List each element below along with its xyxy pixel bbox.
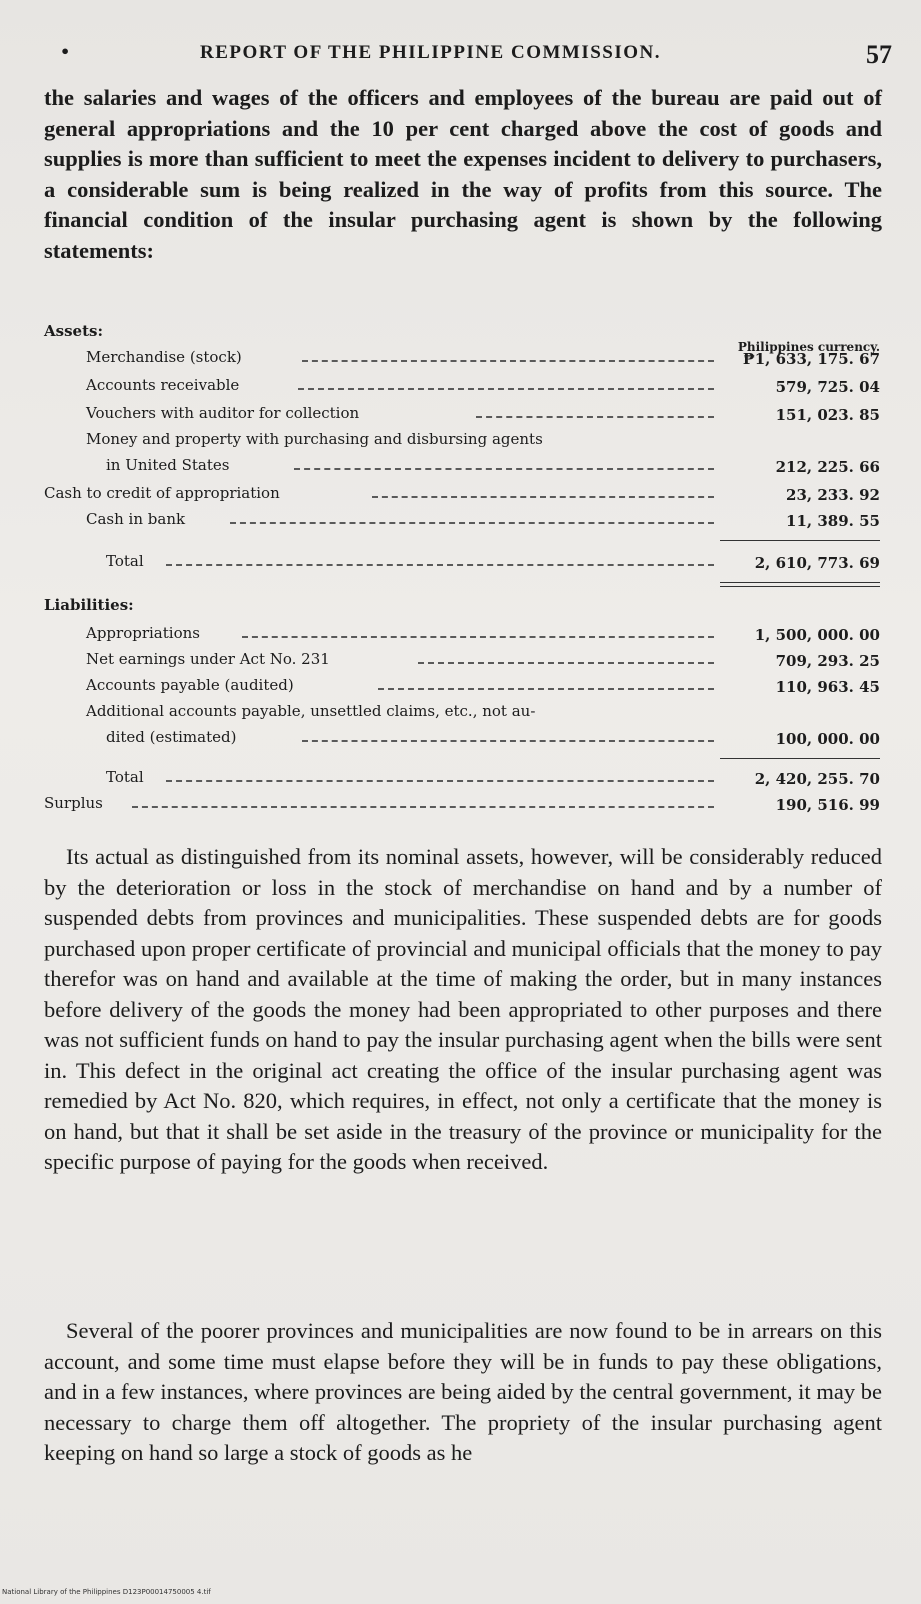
assets-heading: Assets: [44,322,103,340]
page-number: 57 [866,40,892,69]
asset-amount: ₱1, 633, 175. 67 [742,350,880,368]
surplus-row [40,794,880,816]
leader-dots [476,416,714,418]
liability-row-appropriations [40,624,880,646]
leader-dots [242,636,714,638]
double-rule-top [720,582,880,583]
liability-amount: 1, 500, 000. 00 [754,626,880,644]
asset-label-continued: in United States [106,456,230,474]
paragraph-arrears: Several of the poorer provinces and municipalities are now found to be in arrears on this account, and some time must elapse before they will be in funds to pay these obligations, and in a few instances, where provinces are being aided by the central government, it may be necessary to charge them off altogether. The propriety of the insular purchasing agent keeping on hand so large a stock of goods as he [44,1318,882,1465]
total-rule [720,758,880,759]
surplus-amount: 190, 516. 99 [775,796,880,814]
liability-row-additional [40,728,880,750]
liability-label-continued: dited (estimated) [106,728,237,746]
liability-label: Accounts payable (audited) [86,676,294,694]
total-rule [720,540,880,541]
double-rule-bottom [720,586,880,587]
assets-total-label: Total [106,552,144,570]
leader-dots [302,740,714,742]
asset-row-cash-bank [40,510,880,532]
asset-amount: 11, 389. 55 [786,512,880,530]
leader-dots [166,564,714,566]
asset-amount: 212, 225. 66 [775,458,880,476]
archive-stamp: National Library of the Philippines D123P00014750005 4.tif [2,1588,211,1596]
running-head [40,38,900,78]
asset-row-agents [40,456,880,478]
header-mark: • [60,42,71,61]
currency-header: Philippines currency. [737,340,880,354]
assets-total-amount: 2, 610, 773. 69 [754,554,880,572]
liability-label: Net earnings under Act No. 231 [86,650,330,668]
asset-amount: 579, 725. 04 [775,378,880,396]
asset-row-merchandise [40,348,880,370]
asset-row-agents-label [40,430,880,452]
liabilities-heading: Liabilities: [44,596,134,614]
asset-label: Accounts receivable [86,376,240,394]
leader-dots [378,688,714,690]
liabilities-total-label: Total [106,768,144,786]
liability-row-net-earnings [40,650,880,672]
asset-row-vouchers [40,404,880,426]
liabilities-total-amount: 2, 420, 255. 70 [754,770,880,788]
leader-dots [302,360,714,362]
asset-row-cash-appropriation [40,484,880,506]
asset-amount: 23, 233. 92 [786,486,880,504]
leader-dots [418,662,714,664]
liability-row-additional-label [40,702,880,724]
asset-amount: 151, 023. 85 [775,406,880,424]
leader-dots [298,388,714,390]
liability-amount: 100, 000. 00 [775,730,880,748]
header-title: REPORT OF THE PHILIPPINE COMMISSION. [200,42,662,63]
asset-label: Money and property with purchasing and disbursing agents [86,430,543,448]
surplus-label: Surplus [44,794,103,812]
liability-label: Additional accounts payable, unsettled claims, etc., not au- [86,702,536,720]
liabilities-total-row [40,768,880,790]
leader-dots [294,468,714,470]
asset-label: Merchandise (stock) [86,348,242,366]
asset-row-accounts-receivable [40,376,880,398]
asset-label: Vouchers with auditor for collection [86,404,360,422]
liability-amount: 110, 963. 45 [775,678,880,696]
leader-dots [230,522,714,524]
liability-row-accounts-payable [40,676,880,698]
leader-dots [372,496,714,498]
liability-amount: 709, 293. 25 [775,652,880,670]
asset-label: Cash to credit of appropriation [44,484,280,502]
leader-dots [166,780,714,782]
paragraph-intro: the salaries and wages of the officers and employees of the bureau are paid out of general appropriations and the 10 per cent charged above the cost of goods and supplies is more than sufficient to meet the expenses incident to delivery to purchasers, a considerable sum is being realized in the way of profits from this source. The financial condition of the insular purchasing agent is shown by the following statements: [44,85,882,263]
liability-label: Appropriations [86,624,200,642]
assets-total-row [40,552,880,574]
financial-statement [40,318,880,828]
paragraph-assets-discussion: Its actual as distinguished from its nominal assets, however, will be considerably reduced by the deterioration or loss in the stock of merchandise on hand and by a number of suspended debts from provinces and municipalities. These suspended debts are for goods purchased upon proper certificate of provincial and municipal officials that the money to pay therefor was on hand and available at the time of making the order, but in many instances before delivery of the goods the money had been appropriated to other purposes and there was not sufficient funds on hand to pay the insular purchasing agent when the bills were sent in. This defect in the original act creating the office of the insular purchasing agent was remedied by Act No. 820, which requires, in effect, not only a certificate that the money is on hand, but that it shall be set aside in the treasury of the province or municipality for the specific purpose of paying for the goods when received. [44,844,882,1174]
leader-dots [132,806,714,808]
asset-label: Cash in bank [86,510,186,528]
